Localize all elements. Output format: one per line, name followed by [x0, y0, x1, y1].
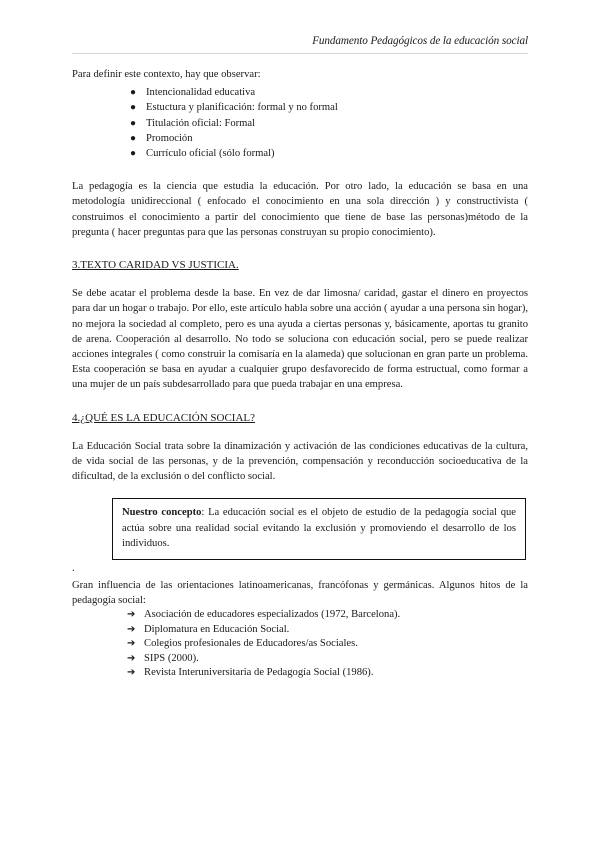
concept-text: : La educación social es el objeto de estudio de la pedagogía social que actúa sobre una realidad social evitando la exclusión y promoviendo el desarrollo de los individuos. — [122, 507, 516, 550]
pedagogy-paragraph: La pedagogía es la ciencia que estudia la educación. Por otro lado, la educación se basa en una metodología unidireccional ( enfocado el conocimiento en una sola dirección ) y constructivista ( construimos el conocimiento a partir del conocimiento que tiene de base las personas)método de la pregunta ( hacer preguntas para que las personas construyan su propio conocimiento). — [72, 181, 528, 238]
arrow-icon: ➔ — [127, 638, 136, 650]
intro-text: Para definir este contexto, hay que observar: — [72, 69, 261, 80]
concept-paragraph — [122, 505, 516, 552]
list-item: ➔ Diplomatura en Educación Social. — [72, 623, 528, 637]
bullet-icon: ● — [130, 87, 137, 99]
list-item: ➔ SIPS (2000). — [72, 652, 528, 666]
header-divider — [72, 53, 528, 54]
list-item: ● Currículo oficial (sólo formal) — [72, 146, 528, 161]
list-item: ➔ Asociación de educadores especializados (1972, Barcelona). — [72, 608, 528, 622]
list-item: ● Intencionalidad educativa — [72, 85, 528, 100]
list-item: ● Titulación oficial: Formal — [72, 116, 528, 131]
list-item: ● Promoción — [72, 131, 528, 146]
list-item: ➔ Revista Interuniversitaria de Pedagogía Social (1986). — [72, 666, 528, 680]
bullet-icon: ● — [130, 132, 137, 144]
section-4-body: La Educación Social trata sobre la dinamización y activación de las condiciones educativas de la cultura, de vida social de las personas, y de la prevención, compensación y reconducción socioeducativa de la dificultad, de la exclusión o del conflicto social. — [72, 440, 528, 483]
arrow-icon: ➔ — [127, 652, 136, 664]
milestones-list — [72, 608, 528, 680]
arrow-icon: ➔ — [127, 609, 136, 621]
concept-label: Nuestro concepto — [122, 507, 202, 519]
arrow-icon: ➔ — [127, 623, 136, 635]
bullet-icon: ● — [130, 117, 137, 129]
section-4-title: 4.¿QUÉ ES LA EDUCACIÓN SOCIAL? — [72, 411, 256, 424]
running-header: Fundamento Pedagógicos de la educación social — [312, 35, 528, 47]
section-3-body: Se debe acatar el problema desde la base. En vez de dar limosna/ caridad, gastar el dinero en proyectos para dar un hogar o trabajo. Por ello, este artículo habla sobre una acción ( ayudar a una persona sin hogar), no mejora la sociedad al completo, pero es una ayuda a ciertas personas y, básicamente, aportas tu granito de arena. Cooperación al desarrollo. No todo se soluciona con educación social, pero se puede realizar acciones integrales ( como construir la comisaría en la alameda) que solucionan en gran parte un problema. Esta cooperación se basa en ayudar a cualquier grupo desfavorecido de forma estructual, como formar a una mujer de un país subdesarrollado para que pueda trabajar en una empresa. — [72, 288, 528, 391]
bullet-icon: ● — [130, 102, 137, 114]
stray-dot: . — [72, 562, 75, 574]
context-bullet-list — [72, 85, 528, 161]
influence-text: Gran influencia de las orientaciones latinoamericanas, francófonas y germánicas. Algunos hitos de la pedagogía social: — [72, 579, 528, 607]
list-item: ➔ Colegios profesionales de Educadores/as Sociales. — [72, 637, 528, 651]
page-content — [72, 67, 528, 680]
list-item: ● Estuctura y planificación: formal y no formal — [72, 100, 528, 115]
arrow-icon: ➔ — [127, 667, 136, 678]
section-3-title: 3.TEXTO CARIDAD VS JUSTICIA. — [72, 259, 239, 272]
bullet-icon: ● — [130, 148, 137, 160]
concept-box — [112, 498, 526, 560]
